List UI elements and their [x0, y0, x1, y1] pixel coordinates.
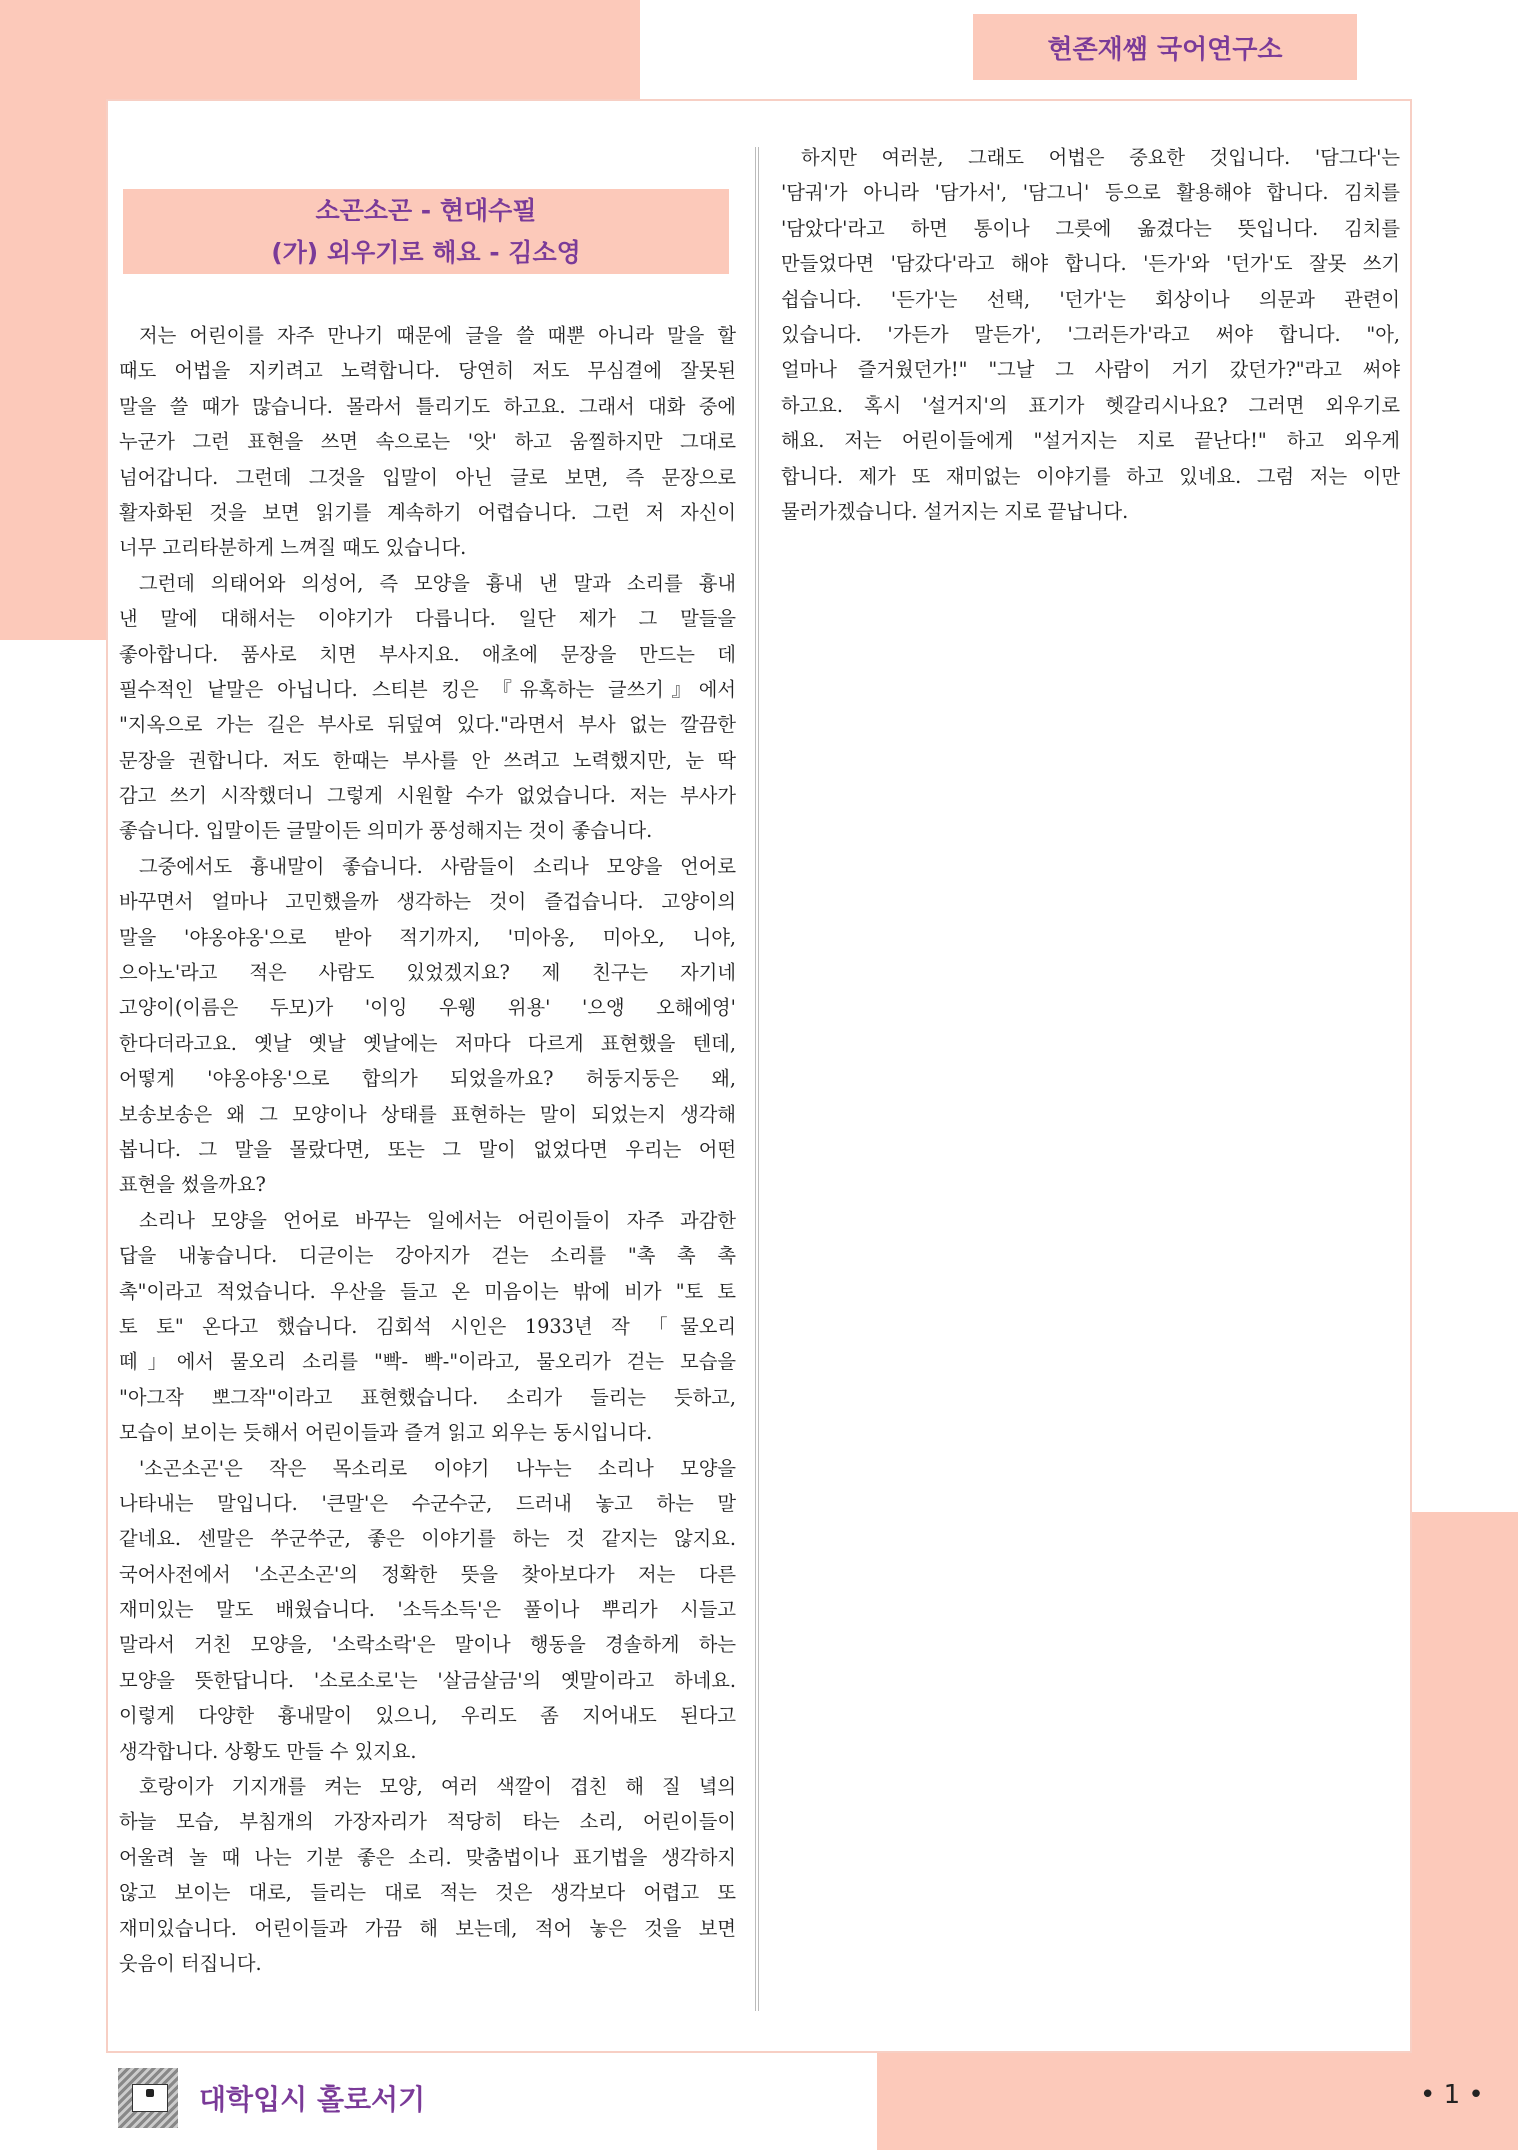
text-line: 하지만 여러분, 그래도 어법은 중요한 것입니다. '담그다'는 [801, 146, 1400, 169]
paragraph [781, 140, 1400, 529]
text-line: 소리나 모양을 언어로 바꾸는 일에서는 어린이들이 자주 과감한 [139, 1208, 736, 1232]
text-line: 보송보송은 왜 그 모양이나 상태를 표현하는 말이 되었는지 생각해 [119, 1102, 736, 1126]
footer-title: 대학입시 홀로서기 [199, 2083, 426, 2116]
text-line: '담궈'가 아니라 '담가서', '담그니' 등으로 활용해야 합니다. 김치를 [781, 181, 1400, 205]
text-line: 바꾸면서 얼마나 고민했을까 생각하는 것이 즐겁습니다. 고양이의 [119, 890, 736, 914]
text-line: 국어사전에서 '소곤소곤'의 정확한 뜻을 찾아보다가 저는 다른 [119, 1562, 736, 1586]
right-column-text [781, 140, 1400, 529]
storefront-sign-icon [118, 2068, 178, 2128]
text-line: 모양을 뜻한답니다. '소로소로'는 '살금살금'의 옛말이라고 하네요. [119, 1668, 736, 1692]
essay-title-line2: (가) 외우기로 해요 - 김소영 [271, 237, 581, 267]
text-line: 얼마나 즐거웠던가!" "그날 그 사람이 거기 갔던가?"라고 써야 [781, 358, 1400, 382]
text-line: 저는 어린이를 자주 만나기 때문에 글을 쓸 때뿐 아니라 말을 할 [139, 324, 736, 347]
text-line: '담았다'라고 하면 통이나 그릇에 옮겼다는 뜻입니다. 김치를 [781, 216, 1400, 240]
text-line: 그중에서도 흉내말이 좋습니다. 사람들이 소리나 모양을 언어로 [139, 854, 736, 878]
paragraph [119, 849, 736, 1203]
text-line: 말라서 거친 모양을, '소락소락'은 말이나 행동을 경솔하게 하는 [119, 1633, 736, 1657]
text-line: 하고요. 혹시 '설거지'의 표기가 헷갈리시나요? 그러면 외우기로 [781, 393, 1400, 417]
text-line: 활자화된 것을 보면 읽기를 계속하기 어렵습니다. 그런 저 자신이 [119, 500, 736, 524]
text-line: 촉"이라고 적었습니다. 우산을 들고 온 미음이는 밖에 비가 "토 토 [119, 1279, 736, 1303]
text-line: 모습이 보이는 듯해서 어린이들과 즐겨 읽고 외우는 동시입니다. [119, 1421, 653, 1445]
text-line: 답을 내놓습니다. 디귿이는 강아지가 걷는 소리를 "촉 촉 촉 [119, 1244, 736, 1268]
text-line: 때도 어법을 지키려고 노력합니다. 당연히 저도 무심결에 잘못된 [119, 359, 736, 383]
header-badge: 현존재쌤 국어연구소 [973, 14, 1357, 80]
text-line: 봅니다. 그 말을 몰랐다면, 또는 그 말이 없었다면 우리는 어떤 [119, 1137, 736, 1161]
paragraph [119, 1451, 736, 1770]
column-divider [755, 147, 759, 2011]
text-line: 문장을 권합니다. 저도 한때는 부사를 안 쓰려고 노력했지만, 눈 딱 [119, 748, 736, 772]
text-line: 낸 말에 대해서는 이야기가 다릅니다. 일단 제가 그 말들을 [119, 607, 736, 631]
text-line: 표현을 썼을까요? [119, 1173, 266, 1197]
text-line: 같네요. 센말은 쑤군쑤군, 좋은 이야기를 하는 것 같지는 않지요. [119, 1527, 736, 1551]
text-line: 어울려 놀 때 나는 기분 좋은 소리. 맞춤법이나 표기법을 생각하지 [119, 1845, 736, 1869]
page-number: • 1 • [1420, 2080, 1484, 2110]
text-line: 넘어갑니다. 그런데 그것을 입말이 아닌 글로 보면, 즉 문장으로 [119, 465, 736, 489]
paragraph [119, 318, 736, 566]
paragraph [119, 566, 736, 849]
text-line: 으아노'라고 적은 사람도 있었겠지요? 제 친구는 자기네 [119, 961, 736, 985]
text-line: 있습니다. '가든가 말든가', '그러든가'라고 써야 합니다. "아, [781, 322, 1400, 346]
text-line: 누군가 그런 표현을 쓰면 속으로는 '앗' 하고 움찔하지만 그대로 [119, 430, 736, 454]
text-line: 말을 쓸 때가 많습니다. 몰라서 틀리기도 하고요. 그래서 대화 중에 [119, 394, 736, 418]
text-line: 그런데 의태어와 의성어, 즉 모양을 흉내 낸 말과 소리를 흉내 [139, 571, 736, 595]
paragraph [119, 1769, 736, 1981]
essay-title-box [123, 189, 729, 274]
text-line: 웃음이 터집니다. [119, 1951, 262, 1975]
essay-title-line1: 소곤소곤 - 현대수필 [315, 195, 537, 225]
text-line: 감고 쓰기 시작했더니 그렇게 시원할 수가 없었습니다. 저는 부사가 [119, 784, 736, 808]
text-line: 않고 보이는 대로, 들리는 대로 적는 것은 생각보다 어렵고 또 [119, 1881, 736, 1905]
text-line: 생각합니다. 상황도 만들 수 있지요. [119, 1739, 417, 1763]
text-line: 한다더라고요. 옛날 옛날 옛날에는 저마다 다르게 표현했을 텐데, [119, 1031, 736, 1055]
text-line: "지옥으로 가는 길은 부사로 뒤덮여 있다."라면서 부사 없는 깔끔한 [119, 713, 736, 737]
text-line: 나타내는 말입니다. '큰말'은 수군수군, 드러내 놓고 하는 말 [119, 1491, 736, 1515]
text-line: 토 토" 온다고 했습니다. 김회석 시인은 1933년 작 「물오리 [119, 1314, 736, 1338]
left-column-text [119, 318, 736, 1981]
text-line: 만들었다면 '담갔다'라고 해야 합니다. '든가'와 '던가'도 잘못 쓰기 [781, 252, 1400, 276]
text-line: 합니다. 제가 또 재미없는 이야기를 하고 있네요. 그럼 저는 이만 [781, 464, 1400, 488]
text-line: 재미있습니다. 어린이들과 가끔 해 보는데, 적어 놓은 것을 보면 [119, 1916, 736, 1940]
text-line: 떼」에서 물오리 소리를 "빡- 빡-"이라고, 물오리가 걷는 모습을 [119, 1350, 736, 1374]
text-line: 고양이(이름은 두모)가 '이잉 우웽 위용' '으앵 오해에영' [119, 996, 736, 1020]
text-line: 재미있는 말도 배웠습니다. '소득소득'은 풀이나 뿌리가 시들고 [119, 1598, 736, 1622]
paragraph [119, 1203, 736, 1451]
text-line: 이렇게 다양한 흉내말이 있으니, 우리도 좀 지어내도 된다고 [119, 1704, 736, 1728]
text-line: 너무 고리타분하게 느껴질 때도 있습니다. [119, 536, 467, 560]
text-line: 어떻게 '야옹야옹'으로 합의가 되었을까요? 허둥지둥은 왜, [119, 1067, 736, 1091]
text-line: "아그작 뽀그작"이라고 표현했습니다. 소리가 들리는 듯하고, [119, 1385, 736, 1409]
text-line: 호랑이가 기지개를 켜는 모양, 여러 색깔이 겹친 해 질 녘의 [139, 1775, 736, 1799]
text-line: 하늘 모습, 부침개의 가장자리가 적당히 타는 소리, 어린이들이 [119, 1810, 736, 1834]
text-line: 필수적인 낱말은 아닙니다. 스티븐 킹은 『유혹하는 글쓰기』에서 [119, 677, 736, 701]
text-line: '소곤소곤'은 작은 목소리로 이야기 나누는 소리나 모양을 [139, 1456, 736, 1480]
text-line: 말을 '야옹야옹'으로 받아 적기까지, '미아옹, 미아오, 니야, [119, 925, 736, 949]
text-line: 해요. 저는 어린이들에게 "설거지는 지로 끝난다!" 하고 외우게 [781, 429, 1400, 453]
text-line: 좋습니다. 입말이든 글말이든 의미가 풍성해지는 것이 좋습니다. [119, 819, 653, 843]
text-line: 쉽습니다. '든가'는 선택, '던가'는 회상이나 의문과 관련이 [781, 287, 1400, 311]
text-line: 물러가겠습니다. 설거지는 지로 끝납니다. [781, 499, 1129, 523]
text-line: 좋아합니다. 품사로 치면 부사지요. 애초에 문장을 만드는 데 [119, 642, 736, 666]
